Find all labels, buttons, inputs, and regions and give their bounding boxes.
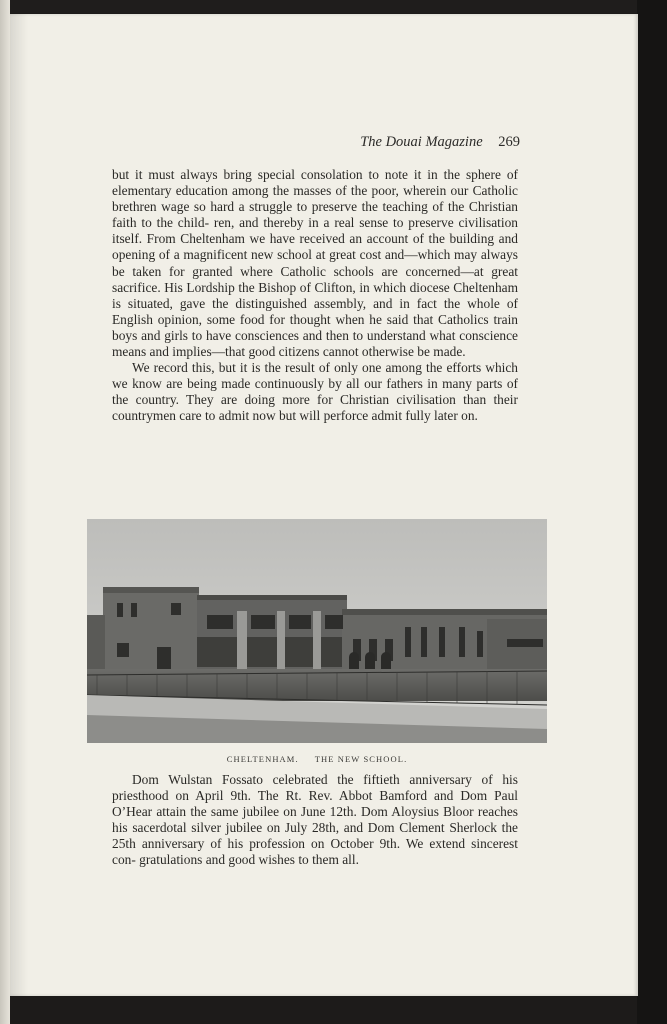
paragraph-continued: but it must always bring special consolation to note it in the sphere of elementary education among the masses of the poor, wherein our Catholic brethren wage so hard a struggle to preserve the teaching of the Christian faith to the child- ren, and thereby in a real sense to preserve civilisation itself. From Cheltenham we have received an account of the building and opening of a magnificent new school at great cost and—which may always be taken for granted where Catholic schools are concerned—at great sacrifice. His Lordship the Bishop of Clifton, in which diocese Cheltenham is situated, gave the distinguished assembly, and in fact the whole of English opinion, some food for thought when he said that Catholics train boys and girls to have consciences and then to understand what conscience means and implies—that good citizens cannot otherwise be made.	[112, 167, 518, 360]
page-number: 269	[498, 134, 520, 150]
body-text-top	[112, 167, 518, 425]
running-head	[360, 134, 520, 151]
photo-caption	[87, 754, 547, 764]
paragraph-record: We record this, but it is the result of only one among the efforts which we know are being made continuously by all our fathers in many parts of the country. They are doing more for Christian civilisation than their countrymen care to admit now but will perforce admit fully later on.	[112, 360, 518, 424]
book-cover-edge	[637, 0, 667, 1024]
caption-subject: THE NEW SCHOOL.	[314, 754, 408, 764]
caption-place: CHELTENHAM.	[226, 754, 299, 764]
gutter-shadow	[10, 14, 28, 996]
body-text-bottom	[112, 772, 518, 869]
page	[10, 14, 638, 996]
scan-background-top	[0, 0, 667, 13]
school-photograph	[87, 519, 547, 743]
paragraph-jubilees: Dom Wulstan Fossato celebrated the fiftieth anniversary of his priesthood on April 9th. The Rt. Rev. Abbot Bamford and Dom Paul O’Hear attain the same jubilee on June 12th. Dom Aloysius Bloor reaches his sacerdotal silver jubilee on July 28th, and Dom Clement Sherlock the 25th anniversary of his profession on October 9th. We extend sincerest con- gratulations and good wishes to them all.	[112, 772, 518, 868]
magazine-title: The Douai Magazine	[360, 134, 483, 150]
facing-page-edge	[0, 0, 10, 1024]
